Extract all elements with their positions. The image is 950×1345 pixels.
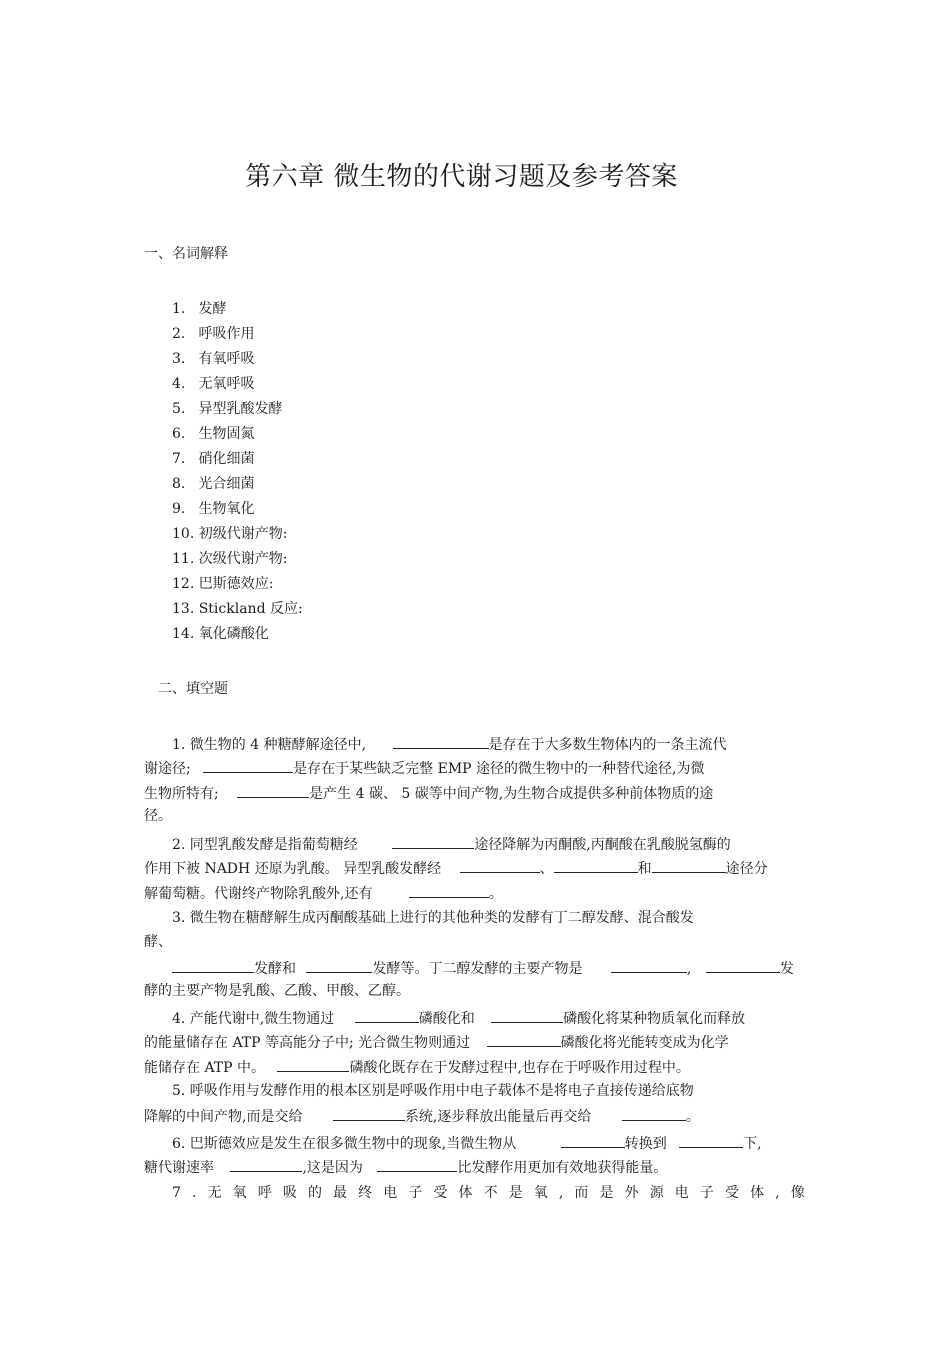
question-text: 降解的中间产物,而是交给 [144, 1109, 303, 1125]
answer-blank[interactable] [409, 883, 489, 898]
question-1-line-3 [144, 783, 713, 803]
item-text: 有氧呼吸 [198, 351, 255, 367]
question-char: 7 [172, 1185, 181, 1201]
question-char: 呼 [257, 1185, 272, 1201]
question-char: 而 [574, 1185, 589, 1201]
answer-blank[interactable] [237, 783, 309, 798]
question-text: 比发酵作用更加有效地获得能量。 [457, 1160, 668, 1176]
question-5-line-2 [144, 1106, 700, 1126]
item-text: 硝化细菌 [198, 451, 255, 467]
question-text: 。 [488, 886, 503, 902]
question-char: 不 [483, 1185, 498, 1201]
answer-blank[interactable] [554, 858, 638, 873]
question-char: 子 [699, 1185, 714, 1201]
question-4-line-1 [172, 1008, 745, 1028]
question-text: 、 [539, 861, 554, 877]
question-text: 磷酸化将光能转变成为化学 [560, 1035, 729, 1051]
item-number: 5. [172, 401, 186, 417]
question-text: 发酵等。丁二醇发酵的主要产物是 [372, 961, 583, 977]
question-char: , [775, 1185, 780, 1201]
item-number: 4. [172, 376, 186, 392]
list-item [172, 473, 303, 498]
item-number: 2. [172, 326, 186, 342]
question-text: 解葡萄糖。代谢终产物除乳酸外,还有 [144, 886, 373, 902]
question-text: 途径降解为丙酮酸,丙酮酸在乳酸脱氢酶的 [474, 837, 731, 853]
answer-blank[interactable] [230, 1157, 302, 1172]
list-item [172, 423, 303, 448]
question-char: 电 [383, 1185, 398, 1201]
question-3-line-2: 酵、 [144, 934, 172, 950]
list-item [172, 498, 303, 523]
question-char: 是 [508, 1185, 523, 1201]
question-text: 系统,逐步释放出能量后再交给 [404, 1109, 592, 1125]
item-text: 生物氧化 [198, 501, 255, 517]
question-7-line-1 [172, 1184, 805, 1202]
question-text: 磷酸化和 [418, 1011, 475, 1027]
question-2-line-2 [144, 858, 768, 878]
list-item [172, 448, 303, 473]
question-text: , [686, 961, 692, 977]
answer-blank[interactable] [277, 1057, 349, 1072]
item-number: 7. [172, 451, 186, 467]
answer-blank[interactable] [652, 858, 726, 873]
question-char: 终 [358, 1185, 373, 1201]
question-2-line-1 [172, 834, 731, 854]
item-text: 异型乳酸发酵 [198, 401, 283, 417]
question-3-line-4: 酵的主要产物是乳酸、乙酸、甲酸、乙醇。 [144, 983, 410, 999]
question-text: 能储存在 ATP 中。 [144, 1060, 266, 1076]
item-number: 9. [172, 501, 186, 517]
answer-blank[interactable] [611, 958, 687, 973]
answer-blank[interactable] [561, 1133, 625, 1148]
question-3-line-3 [172, 958, 794, 978]
question-text: 是存在于大多数生物体内的一条主流代 [488, 737, 727, 753]
question-char: 氧 [232, 1185, 247, 1201]
question-text: 发 [779, 961, 794, 977]
item-number: 11. [172, 551, 195, 567]
question-text: 发酵和 [254, 961, 296, 977]
question-text: 2. 同型乳酸发酵是指葡萄糖经 [172, 837, 358, 853]
list-item [172, 548, 303, 573]
item-text: 初级代谢产物: [198, 526, 288, 542]
list-item [172, 298, 303, 323]
item-text: 呼吸作用 [198, 326, 255, 342]
list-item [172, 323, 303, 348]
question-char: 的 [307, 1185, 322, 1201]
question-char: , [558, 1185, 564, 1201]
question-char: 外 [624, 1185, 639, 1201]
answer-blank[interactable] [679, 1133, 743, 1148]
answer-blank[interactable] [377, 1157, 457, 1172]
item-text: Stickland 反应: [198, 601, 303, 617]
question-text: 4. 产能代谢中,微生物通过 [172, 1011, 335, 1027]
item-text: 发酵 [198, 301, 227, 317]
item-text: 氧化磷酸化 [198, 626, 269, 642]
list-item [172, 523, 303, 548]
question-char: . [192, 1185, 197, 1201]
question-3-line-1: 3. 微生物在糖酵解生成丙酮酸基础上进行的其他种类的发酵有丁二醇发酵、混合酸发 [172, 910, 694, 926]
question-char: 吸 [282, 1185, 297, 1201]
question-char: 受 [724, 1185, 739, 1201]
question-text: 是产生 4 碳、 5 碳等中间产物,为生物合成提供多种前体物质的途 [309, 786, 714, 802]
item-number: 12. [172, 576, 195, 592]
list-item [172, 573, 303, 598]
answer-blank[interactable] [487, 1032, 561, 1047]
answer-blank[interactable] [622, 1106, 686, 1121]
item-text: 无氧呼吸 [198, 376, 255, 392]
question-6-line-2 [144, 1157, 667, 1177]
question-4-line-2 [144, 1032, 729, 1052]
question-text: 作用下被 NADH 还原为乳酸。 异型乳酸发酵经 [144, 861, 442, 877]
item-text: 生物固氮 [198, 426, 255, 442]
list-item [172, 398, 303, 423]
question-text: 转换到 [624, 1136, 667, 1152]
question-text: 途径分 [725, 861, 768, 877]
term-list [172, 298, 303, 648]
item-number: 13. [172, 601, 195, 617]
answer-blank[interactable] [355, 1008, 419, 1023]
item-text: 光合细菌 [198, 476, 255, 492]
question-text: 磷酸化将某种物质氧化而释放 [563, 1011, 746, 1027]
list-item [172, 598, 303, 623]
question-char: 像 [790, 1185, 805, 1201]
question-text: 糖代谢速率 [144, 1160, 214, 1176]
item-number: 8. [172, 476, 186, 492]
question-text: 生物所特有; [144, 786, 219, 802]
question-char: 电 [674, 1185, 689, 1201]
item-number: 14. [172, 626, 195, 642]
question-1-line-1 [172, 734, 727, 754]
question-text: 和 [637, 861, 652, 877]
answer-blank[interactable] [333, 1106, 405, 1121]
question-char: 氧 [533, 1185, 548, 1201]
question-text: 谢途径; [144, 761, 191, 777]
question-char: 体 [750, 1185, 765, 1201]
question-text: 磷酸化既存在于发酵过程中,也存在于呼吸作用过程中。 [349, 1060, 690, 1076]
answer-blank[interactable] [172, 958, 254, 973]
question-char: 是 [599, 1185, 614, 1201]
question-text: 下, [743, 1136, 762, 1152]
question-2-line-3 [144, 883, 503, 903]
item-number: 6. [172, 426, 186, 442]
question-char: 最 [333, 1185, 348, 1201]
section-heading-fill-in: 二、填空题 [158, 681, 228, 697]
question-1-line-4: 径。 [144, 808, 172, 824]
question-text: 。 [685, 1109, 700, 1125]
question-text: 的能量储存在 ATP 等高能分子中; 光合微生物则通过 [144, 1035, 471, 1051]
question-char: 子 [408, 1185, 423, 1201]
question-4-line-3 [144, 1057, 690, 1077]
answer-blank[interactable] [706, 958, 780, 973]
question-text: ,这是因为 [302, 1160, 363, 1176]
question-text: 1. 微生物的 4 种糖酵解途径中, [172, 737, 367, 753]
page-title: 第六章 微生物的代谢习题及参考答案 [245, 162, 678, 192]
item-number: 1. [172, 301, 186, 317]
question-5-line-1: 5. 呼吸作用与发酵作用的根本区别是呼吸作用中电子载体不是将电子直接传递给底物 [172, 1083, 694, 1099]
item-number: 10. [172, 526, 195, 542]
question-char: 体 [458, 1185, 473, 1201]
question-char: 源 [649, 1185, 664, 1201]
question-6-line-1 [172, 1133, 762, 1153]
answer-blank[interactable] [392, 834, 474, 849]
question-text: 6. 巴斯德效应是发生在很多微生物中的现象,当微生物从 [172, 1136, 517, 1152]
question-char: 受 [433, 1185, 448, 1201]
answer-blank[interactable] [460, 858, 540, 873]
answer-blank[interactable] [393, 734, 489, 749]
question-text: 是存在于某些缺乏完整 EMP 途径的微生物中的一种替代途径,为微 [293, 761, 705, 777]
section-heading-definitions: 一、名词解释 [144, 246, 228, 262]
answer-blank[interactable] [306, 958, 372, 973]
answer-blank[interactable] [203, 758, 293, 773]
list-item [172, 373, 303, 398]
question-char: 无 [207, 1185, 222, 1201]
list-item [172, 348, 303, 373]
list-item [172, 623, 303, 648]
question-1-line-2 [144, 758, 705, 778]
answer-blank[interactable] [491, 1008, 563, 1023]
item-text: 次级代谢产物: [198, 551, 288, 567]
item-text: 巴斯德效应: [198, 576, 274, 592]
item-number: 3. [172, 351, 186, 367]
